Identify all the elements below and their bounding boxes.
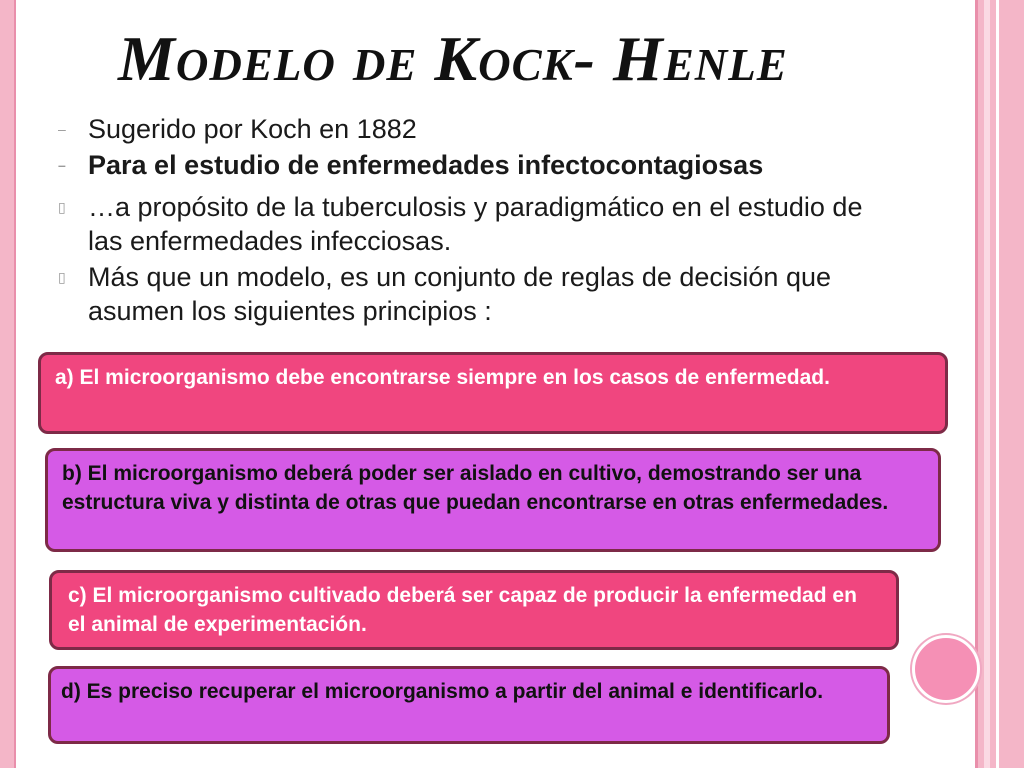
box-bullet-icon: ▯ [58, 269, 66, 285]
principle-box-c: c) El microorganismo cultivado deberá ser capaz de producir la enfermedad en el animal de experimentación. [49, 570, 899, 650]
right-border-stripe [984, 0, 990, 768]
bullet-item [58, 112, 888, 146]
bullet-item [58, 148, 888, 182]
dash-bullet-icon: – [58, 157, 66, 173]
bullet-text: Para el estudio de enfermedades infectocontagiosas [88, 150, 764, 180]
bullet-text: Más que un modelo, es un conjunto de reglas de decisión que asumen los siguientes principios : [88, 262, 832, 326]
box-bullet-icon: ▯ [58, 199, 66, 215]
principle-box-d: d) Es preciso recuperar el microorganismo a partir del animal e identificarlo. [48, 666, 890, 744]
bullet-text: …a propósito de la tuberculosis y paradigmático en el estudio de las enfermedades infecciosas. [88, 192, 863, 256]
left-border-decoration [0, 0, 16, 768]
slide-title: Modelo de Kock- Henle [118, 23, 788, 94]
decorative-circle [912, 635, 980, 703]
principle-box-a: a) El microorganismo debe encontrarse siempre en los casos de enfermedad. [38, 352, 948, 434]
principle-box-b: b) El microorganismo deberá poder ser aislado en cultivo, demostrando ser una estructura viva y distinta de otras que puedan encontrarse en otras enfermedades. [45, 448, 941, 552]
right-border-stripe [996, 0, 999, 768]
dash-bullet-icon: – [58, 121, 66, 137]
bullet-list [58, 112, 888, 336]
bullet-item [58, 190, 888, 258]
bullet-text: Sugerido por Koch en 1882 [88, 114, 417, 144]
right-border-decoration [978, 0, 1024, 768]
bullet-item [58, 260, 888, 328]
